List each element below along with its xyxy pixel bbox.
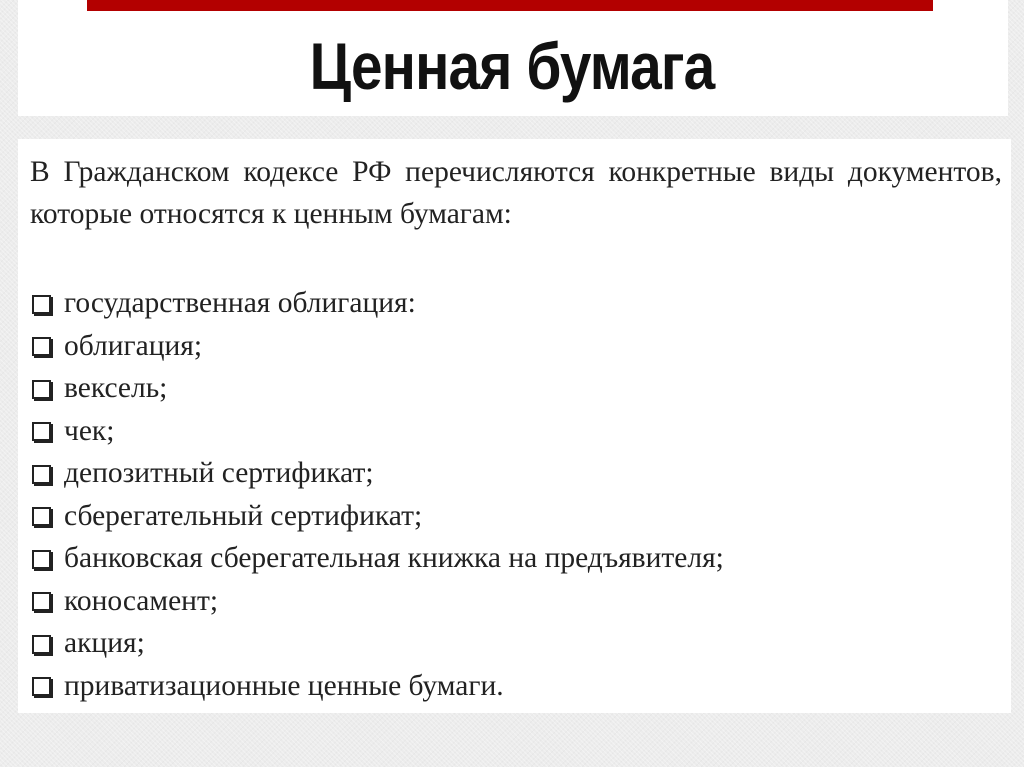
- document-types-list: [30, 282, 724, 707]
- list-item-label: вексель;: [64, 372, 168, 404]
- list-item-label: банковская сберегательная книжка на предъявителя;: [64, 542, 724, 574]
- square-bullet-icon: [32, 295, 51, 314]
- list-item: [30, 537, 724, 580]
- list-item: [30, 410, 724, 453]
- list-item: [30, 282, 724, 325]
- list-item-label: акция;: [64, 627, 145, 659]
- list-item-label: сберегательный сертификат;: [64, 499, 423, 532]
- content-panel: [18, 139, 1011, 713]
- list-item-label: государственная облигация:: [64, 287, 416, 319]
- list-item: [30, 325, 724, 368]
- square-bullet-icon: [32, 677, 51, 696]
- list-item: [30, 495, 724, 538]
- slide-title: Ценная бумага: [309, 29, 715, 103]
- square-bullet-icon: [32, 635, 51, 654]
- square-bullet-icon: [32, 550, 51, 569]
- square-bullet-icon: [32, 592, 51, 611]
- square-bullet-icon: [32, 507, 51, 526]
- accent-bar: [87, 0, 933, 11]
- list-item: [30, 622, 724, 665]
- list-item: [30, 452, 724, 495]
- list-item-label: облигация;: [64, 329, 203, 362]
- list-item-label: коносамент;: [64, 584, 219, 617]
- intro-paragraph: В Гражданском кодексе РФ перечисляются конкретные виды документов, которые относятся к ценным бумагам:: [30, 156, 1002, 230]
- list-item: [30, 580, 724, 623]
- list-item-label: приватизационные ценные бумаги.: [64, 669, 504, 702]
- list-item-label: депозитный сертификат;: [64, 457, 374, 489]
- square-bullet-icon: [32, 337, 51, 356]
- square-bullet-icon: [32, 422, 51, 441]
- list-item-label: чек;: [64, 414, 115, 447]
- square-bullet-icon: [32, 465, 51, 484]
- list-item: [30, 665, 724, 708]
- list-item: [30, 367, 724, 410]
- square-bullet-icon: [32, 380, 51, 399]
